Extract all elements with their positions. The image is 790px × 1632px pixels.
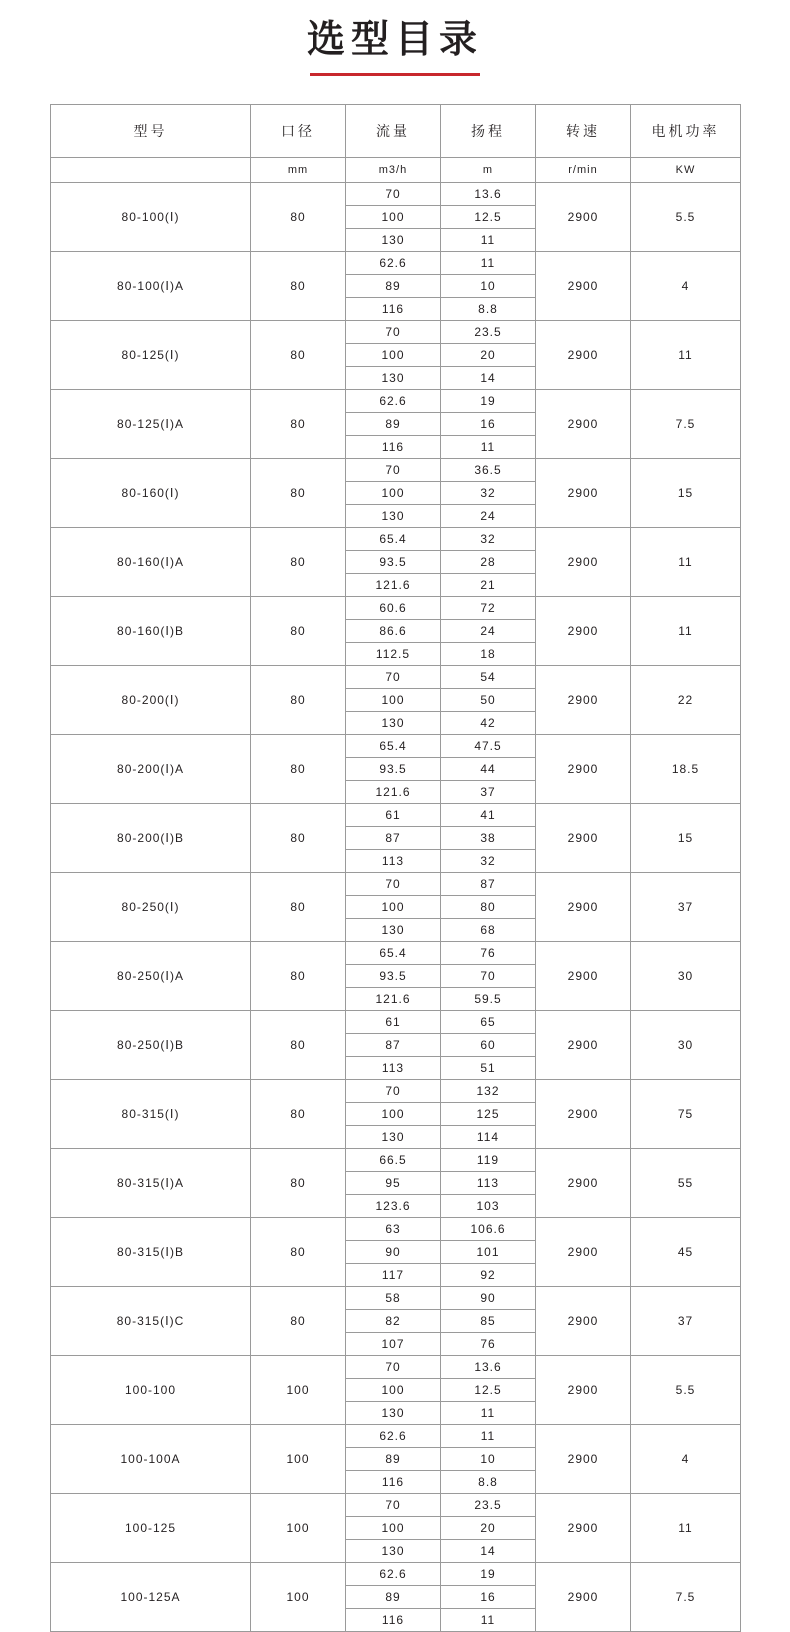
table-header-row	[51, 105, 741, 158]
header-speed: 转速	[536, 105, 631, 158]
cell-head: 11	[441, 1425, 536, 1448]
table-row	[51, 597, 741, 620]
cell-power: 18.5	[631, 735, 741, 804]
cell-head: 90	[441, 1287, 536, 1310]
cell-head: 113	[441, 1172, 536, 1195]
table-body	[51, 183, 741, 1632]
header-head: 扬程	[441, 105, 536, 158]
cell-flow: 112.5	[346, 643, 441, 666]
cell-head: 92	[441, 1264, 536, 1287]
cell-flow: 70	[346, 321, 441, 344]
cell-model: 80-125(Ⅰ)	[51, 321, 251, 390]
cell-flow: 100	[346, 1517, 441, 1540]
cell-head: 19	[441, 390, 536, 413]
cell-speed: 2900	[536, 1080, 631, 1149]
cell-head: 32	[441, 528, 536, 551]
cell-dn: 80	[251, 321, 346, 390]
cell-model: 80-100(Ⅰ)	[51, 183, 251, 252]
table-row	[51, 1149, 741, 1172]
cell-speed: 2900	[536, 597, 631, 666]
cell-model: 80-250(Ⅰ)B	[51, 1011, 251, 1080]
cell-head: 23.5	[441, 1494, 536, 1517]
cell-speed: 2900	[536, 390, 631, 459]
table-row	[51, 1011, 741, 1034]
cell-flow: 130	[346, 1126, 441, 1149]
header-dn: 口径	[251, 105, 346, 158]
cell-head: 132	[441, 1080, 536, 1103]
cell-flow: 70	[346, 183, 441, 206]
cell-power: 5.5	[631, 1356, 741, 1425]
cell-head: 20	[441, 344, 536, 367]
unit-flow: m3/h	[346, 158, 441, 183]
table-row	[51, 1080, 741, 1103]
unit-model	[51, 158, 251, 183]
cell-flow: 65.4	[346, 735, 441, 758]
cell-model: 80-160(Ⅰ)	[51, 459, 251, 528]
cell-head: 11	[441, 1402, 536, 1425]
cell-speed: 2900	[536, 666, 631, 735]
table-row	[51, 735, 741, 758]
cell-flow: 65.4	[346, 528, 441, 551]
cell-power: 4	[631, 1425, 741, 1494]
cell-speed: 2900	[536, 735, 631, 804]
cell-flow: 100	[346, 344, 441, 367]
cell-power: 30	[631, 1011, 741, 1080]
cell-head: 23.5	[441, 321, 536, 344]
cell-flow: 130	[346, 367, 441, 390]
cell-power: 11	[631, 321, 741, 390]
cell-model: 100-125	[51, 1494, 251, 1563]
cell-head: 60	[441, 1034, 536, 1057]
cell-flow: 82	[346, 1310, 441, 1333]
unit-speed: r/min	[536, 158, 631, 183]
cell-dn: 80	[251, 1080, 346, 1149]
cell-head: 24	[441, 620, 536, 643]
cell-model: 80-200(Ⅰ)	[51, 666, 251, 735]
cell-flow: 116	[346, 1471, 441, 1494]
cell-dn: 80	[251, 735, 346, 804]
cell-flow: 70	[346, 873, 441, 896]
table-row	[51, 1287, 741, 1310]
cell-flow: 89	[346, 1586, 441, 1609]
cell-dn: 80	[251, 804, 346, 873]
cell-head: 13.6	[441, 183, 536, 206]
cell-head: 16	[441, 1586, 536, 1609]
cell-speed: 2900	[536, 1494, 631, 1563]
cell-flow: 87	[346, 827, 441, 850]
cell-flow: 100	[346, 1379, 441, 1402]
table-row	[51, 252, 741, 275]
cell-head: 68	[441, 919, 536, 942]
cell-flow: 100	[346, 689, 441, 712]
cell-head: 16	[441, 413, 536, 436]
table-row	[51, 873, 741, 896]
table-header	[51, 105, 741, 183]
cell-flow: 123.6	[346, 1195, 441, 1218]
cell-head: 114	[441, 1126, 536, 1149]
cell-flow: 130	[346, 1402, 441, 1425]
cell-model: 80-250(Ⅰ)	[51, 873, 251, 942]
cell-dn: 80	[251, 1218, 346, 1287]
table-row	[51, 1494, 741, 1517]
cell-flow: 70	[346, 459, 441, 482]
cell-flow: 90	[346, 1241, 441, 1264]
cell-head: 38	[441, 827, 536, 850]
cell-flow: 86.6	[346, 620, 441, 643]
cell-speed: 2900	[536, 1218, 631, 1287]
cell-head: 20	[441, 1517, 536, 1540]
cell-head: 65	[441, 1011, 536, 1034]
table-unit-row	[51, 158, 741, 183]
cell-power: 55	[631, 1149, 741, 1218]
cell-power: 30	[631, 942, 741, 1011]
cell-head: 32	[441, 850, 536, 873]
cell-head: 51	[441, 1057, 536, 1080]
table-row	[51, 528, 741, 551]
cell-model: 80-160(Ⅰ)B	[51, 597, 251, 666]
cell-head: 11	[441, 1609, 536, 1632]
cell-dn: 80	[251, 597, 346, 666]
cell-speed: 2900	[536, 183, 631, 252]
cell-dn: 100	[251, 1563, 346, 1632]
cell-head: 76	[441, 1333, 536, 1356]
title-underline	[310, 73, 480, 76]
cell-model: 80-315(Ⅰ)A	[51, 1149, 251, 1218]
cell-power: 45	[631, 1218, 741, 1287]
cell-flow: 63	[346, 1218, 441, 1241]
table-row	[51, 1218, 741, 1241]
cell-speed: 2900	[536, 1356, 631, 1425]
page-title: 选型目录	[306, 19, 483, 61]
header-flow: 流量	[346, 105, 441, 158]
cell-flow: 58	[346, 1287, 441, 1310]
cell-head: 12.5	[441, 206, 536, 229]
cell-flow: 121.6	[346, 574, 441, 597]
cell-flow: 89	[346, 413, 441, 436]
cell-head: 36.5	[441, 459, 536, 482]
cell-head: 32	[441, 482, 536, 505]
cell-flow: 62.6	[346, 1563, 441, 1586]
cell-head: 47.5	[441, 735, 536, 758]
cell-flow: 130	[346, 229, 441, 252]
cell-power: 37	[631, 873, 741, 942]
cell-dn: 80	[251, 183, 346, 252]
cell-flow: 70	[346, 1494, 441, 1517]
cell-head: 13.6	[441, 1356, 536, 1379]
cell-head: 44	[441, 758, 536, 781]
cell-model: 80-315(Ⅰ)C	[51, 1287, 251, 1356]
cell-head: 8.8	[441, 298, 536, 321]
cell-speed: 2900	[536, 1425, 631, 1494]
table-row	[51, 804, 741, 827]
cell-model: 80-250(Ⅰ)A	[51, 942, 251, 1011]
cell-power: 7.5	[631, 1563, 741, 1632]
unit-power: KW	[631, 158, 741, 183]
cell-power: 37	[631, 1287, 741, 1356]
cell-head: 87	[441, 873, 536, 896]
cell-head: 50	[441, 689, 536, 712]
cell-power: 4	[631, 252, 741, 321]
cell-dn: 80	[251, 1149, 346, 1218]
table-row	[51, 183, 741, 206]
cell-speed: 2900	[536, 873, 631, 942]
cell-head: 80	[441, 896, 536, 919]
cell-model: 80-315(Ⅰ)B	[51, 1218, 251, 1287]
cell-speed: 2900	[536, 1287, 631, 1356]
cell-head: 59.5	[441, 988, 536, 1011]
cell-head: 70	[441, 965, 536, 988]
cell-head: 11	[441, 436, 536, 459]
cell-flow: 62.6	[346, 252, 441, 275]
cell-head: 11	[441, 252, 536, 275]
cell-head: 18	[441, 643, 536, 666]
cell-model: 80-315(Ⅰ)	[51, 1080, 251, 1149]
cell-flow: 113	[346, 1057, 441, 1080]
cell-head: 42	[441, 712, 536, 735]
cell-flow: 121.6	[346, 988, 441, 1011]
cell-flow: 116	[346, 1609, 441, 1632]
cell-dn: 100	[251, 1494, 346, 1563]
cell-flow: 100	[346, 896, 441, 919]
cell-dn: 80	[251, 459, 346, 528]
cell-model: 100-125A	[51, 1563, 251, 1632]
unit-dn: mm	[251, 158, 346, 183]
cell-flow: 70	[346, 1080, 441, 1103]
cell-flow: 65.4	[346, 942, 441, 965]
cell-head: 19	[441, 1563, 536, 1586]
cell-power: 11	[631, 597, 741, 666]
cell-power: 7.5	[631, 390, 741, 459]
cell-head: 14	[441, 367, 536, 390]
cell-flow: 116	[346, 298, 441, 321]
cell-flow: 130	[346, 1540, 441, 1563]
cell-head: 76	[441, 942, 536, 965]
cell-head: 28	[441, 551, 536, 574]
cell-flow: 121.6	[346, 781, 441, 804]
cell-speed: 2900	[536, 942, 631, 1011]
cell-speed: 2900	[536, 252, 631, 321]
cell-flow: 70	[346, 666, 441, 689]
cell-flow: 93.5	[346, 551, 441, 574]
cell-dn: 100	[251, 1356, 346, 1425]
cell-speed: 2900	[536, 1011, 631, 1080]
cell-flow: 113	[346, 850, 441, 873]
cell-flow: 61	[346, 1011, 441, 1034]
cell-head: 41	[441, 804, 536, 827]
cell-head: 37	[441, 781, 536, 804]
cell-dn: 80	[251, 390, 346, 459]
cell-model: 80-200(Ⅰ)A	[51, 735, 251, 804]
cell-head: 54	[441, 666, 536, 689]
cell-head: 21	[441, 574, 536, 597]
cell-head: 125	[441, 1103, 536, 1126]
table-row	[51, 666, 741, 689]
cell-flow: 95	[346, 1172, 441, 1195]
cell-head: 24	[441, 505, 536, 528]
cell-model: 80-125(Ⅰ)A	[51, 390, 251, 459]
cell-dn: 80	[251, 1287, 346, 1356]
cell-flow: 116	[346, 436, 441, 459]
cell-dn: 80	[251, 528, 346, 597]
cell-flow: 130	[346, 505, 441, 528]
cell-head: 8.8	[441, 1471, 536, 1494]
cell-head: 119	[441, 1149, 536, 1172]
unit-head: m	[441, 158, 536, 183]
cell-model: 80-160(Ⅰ)A	[51, 528, 251, 597]
table-row	[51, 1563, 741, 1586]
cell-power: 11	[631, 528, 741, 597]
cell-flow: 107	[346, 1333, 441, 1356]
header-model: 型号	[51, 105, 251, 158]
cell-flow: 93.5	[346, 758, 441, 781]
cell-power: 5.5	[631, 183, 741, 252]
cell-flow: 70	[346, 1356, 441, 1379]
cell-flow: 62.6	[346, 1425, 441, 1448]
table-row	[51, 942, 741, 965]
header-power: 电机功率	[631, 105, 741, 158]
cell-dn: 80	[251, 666, 346, 735]
spec-table-wrap	[0, 82, 790, 1632]
cell-dn: 80	[251, 252, 346, 321]
cell-model: 100-100	[51, 1356, 251, 1425]
cell-speed: 2900	[536, 459, 631, 528]
cell-head: 12.5	[441, 1379, 536, 1402]
cell-speed: 2900	[536, 321, 631, 390]
cell-dn: 80	[251, 942, 346, 1011]
cell-power: 15	[631, 804, 741, 873]
cell-head: 106.6	[441, 1218, 536, 1241]
cell-flow: 61	[346, 804, 441, 827]
cell-flow: 93.5	[346, 965, 441, 988]
cell-flow: 117	[346, 1264, 441, 1287]
cell-model: 80-100(Ⅰ)A	[51, 252, 251, 321]
cell-flow: 89	[346, 1448, 441, 1471]
table-row	[51, 390, 741, 413]
page-title-block	[0, 0, 790, 82]
cell-head: 101	[441, 1241, 536, 1264]
cell-power: 75	[631, 1080, 741, 1149]
cell-model: 80-200(Ⅰ)B	[51, 804, 251, 873]
cell-speed: 2900	[536, 528, 631, 597]
table-row	[51, 321, 741, 344]
pump-selection-table	[50, 104, 741, 1632]
cell-speed: 2900	[536, 1149, 631, 1218]
cell-head: 85	[441, 1310, 536, 1333]
cell-power: 22	[631, 666, 741, 735]
cell-flow: 87	[346, 1034, 441, 1057]
cell-flow: 100	[346, 1103, 441, 1126]
cell-power: 11	[631, 1494, 741, 1563]
table-row	[51, 1425, 741, 1448]
cell-flow: 66.5	[346, 1149, 441, 1172]
cell-head: 11	[441, 229, 536, 252]
cell-head: 10	[441, 275, 536, 298]
cell-flow: 60.6	[346, 597, 441, 620]
cell-dn: 80	[251, 873, 346, 942]
cell-head: 103	[441, 1195, 536, 1218]
cell-model: 100-100A	[51, 1425, 251, 1494]
cell-head: 72	[441, 597, 536, 620]
cell-flow: 130	[346, 919, 441, 942]
cell-speed: 2900	[536, 804, 631, 873]
cell-flow: 62.6	[346, 390, 441, 413]
cell-speed: 2900	[536, 1563, 631, 1632]
cell-flow: 100	[346, 482, 441, 505]
cell-flow: 130	[346, 712, 441, 735]
cell-dn: 100	[251, 1425, 346, 1494]
table-row	[51, 459, 741, 482]
cell-flow: 100	[346, 206, 441, 229]
table-row	[51, 1356, 741, 1379]
cell-flow: 89	[346, 275, 441, 298]
cell-head: 10	[441, 1448, 536, 1471]
cell-head: 14	[441, 1540, 536, 1563]
cell-power: 15	[631, 459, 741, 528]
cell-dn: 80	[251, 1011, 346, 1080]
